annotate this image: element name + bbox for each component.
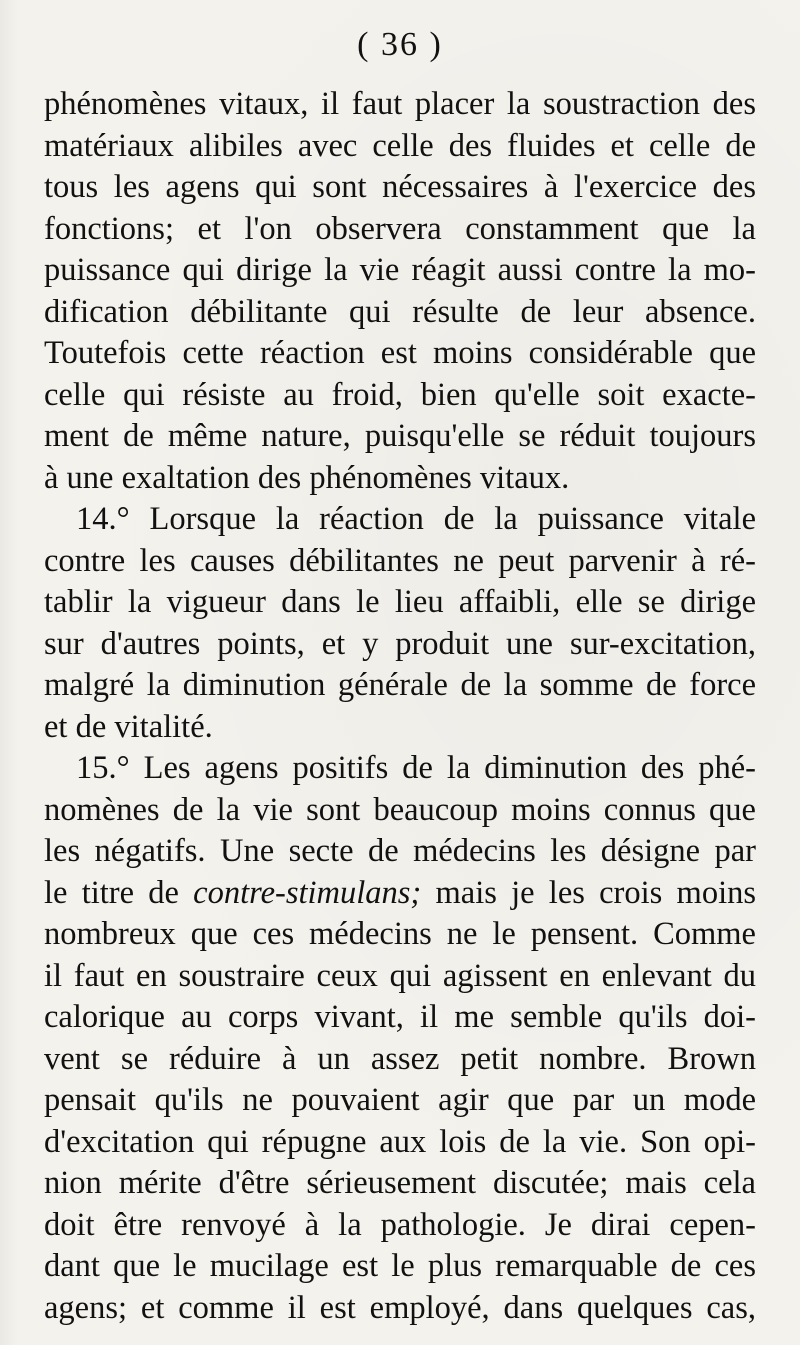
text-segment: mais je les crois moins xyxy=(421,874,756,911)
text-line: calorique au corps vivant, il me semble qu'ils doi- xyxy=(44,999,756,1035)
text-line: et de vitalité. xyxy=(44,708,213,745)
body-text xyxy=(44,84,756,1329)
italic-term: contre-stimulans; xyxy=(193,874,422,911)
text-line: malgré la diminution générale de la somme de force xyxy=(44,667,756,703)
text-line: les négatifs. Une secte de médecins les désigne par xyxy=(44,833,756,869)
text-line: ment de même nature, puisqu'elle se réduit toujours xyxy=(44,418,756,454)
text-line: agens; et comme il est employé, dans quelques cas, xyxy=(44,1289,756,1326)
text-line: puissance qui dirige la vie réagit aussi contre la mo- xyxy=(44,252,756,288)
text-line: tous les agens qui sont nécessaires à l'exercice des xyxy=(44,169,756,205)
text-line: matériaux alibiles avec celle des fluides et celle de xyxy=(44,127,756,164)
text-line: vent se réduire à un assez petit nombre. Brown xyxy=(44,1040,756,1077)
text-line: à une exaltation des phénomènes vitaux. xyxy=(44,459,570,496)
text-line: dification débilitante qui résulte de leur absence. xyxy=(44,293,756,330)
text-line: nombreux que ces médecins ne le pensent. Comme xyxy=(44,916,756,952)
text-segment: le titre de xyxy=(44,874,194,911)
text-line: fonctions; et l'on observera constamment que la xyxy=(44,210,756,247)
text-line: phénomènes vitaux, il faut placer la soustraction des xyxy=(44,86,756,122)
text-line: Toutefois cette réaction est moins considérable que xyxy=(44,335,756,371)
text-line: il faut en soustraire ceux qui agissent en enlevant du xyxy=(44,957,756,994)
text-line: dant que le mucilage est le plus remarquable de ces xyxy=(44,1248,756,1284)
text-line: nion mérite d'être sérieusement discutée; mais cela xyxy=(44,1165,756,1201)
text-line-with-italic xyxy=(44,873,756,915)
paragraph-14-start: 14.° Lorsque la réaction de la puissance vitale xyxy=(76,501,756,537)
text-line: doit être renvoyé à la pathologie. Je dirai cepen- xyxy=(44,1206,756,1243)
text-line: sur d'autres points, et y produit une sur-excitation, xyxy=(44,625,756,662)
text-line: d'excitation qui répugne aux lois de la vie. Son opi- xyxy=(44,1123,756,1160)
text-line: tablir la vigueur dans le lieu affaibli, elle se dirige xyxy=(44,584,756,620)
paragraph-15-start: 15.° Les agens positifs de la diminution des phé- xyxy=(76,750,756,786)
text-line: celle qui résiste au froid, bien qu'elle soit exacte- xyxy=(44,376,756,413)
text-line: nomènes de la vie sont beaucoup moins connus que xyxy=(44,791,756,828)
text-line: contre les causes débilitantes ne peut parvenir à ré- xyxy=(44,542,756,579)
page-number: ( 36 ) xyxy=(357,26,443,63)
text-line: pensait qu'ils ne pouvaient agir que par un mode xyxy=(44,1082,756,1118)
